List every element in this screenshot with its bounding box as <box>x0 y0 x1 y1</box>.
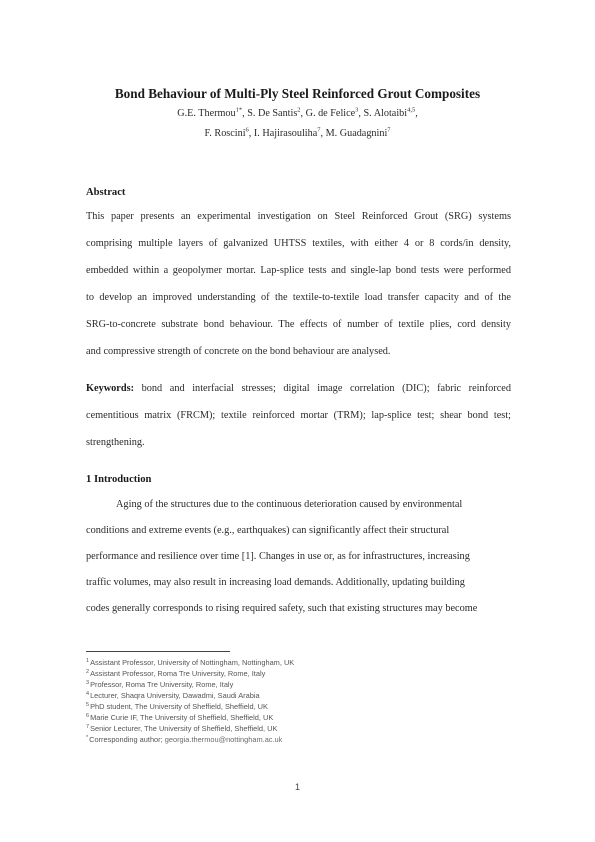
footnote-text: Senior Lecturer, The University of Sheffield, Sheffield, UK <box>90 724 278 733</box>
introduction-line: codes generally corresponds to rising required safety, such that existing structures may become <box>86 603 478 614</box>
author-name: G. de Felice <box>305 108 356 119</box>
footnote-mark: 2 <box>86 668 90 675</box>
abstract-line: This paper presents an experimental investigation on Steel Reinforced Grout (SRG) systems <box>86 211 511 222</box>
keywords-line: strengthening. <box>86 437 145 448</box>
footnote-mark: 5 <box>86 701 90 708</box>
author-name: S. Alotaibi <box>363 108 408 119</box>
author-name: F. Roscini <box>204 128 246 139</box>
footnote <box>86 724 277 733</box>
keywords-text: bond and interfacial stresses; digital image correlation (DIC); fabric reinforced <box>141 383 511 394</box>
footnote <box>86 713 273 722</box>
footnote <box>86 658 294 667</box>
introduction-line: Aging of the structures due to the continuous deterioration caused by environmental <box>116 499 463 510</box>
footnote-text: Assistant Professor, Roma Tre University, Rome, Italy <box>90 669 266 678</box>
abstract-line: embedded within a geopolymer mortar. Lap-splice tests and single-lap bond tests were performed <box>86 265 511 276</box>
footnote <box>86 735 282 744</box>
author-list-line-2: F. Roscini$^6$, I. Hajirasouliha$^7$, M. Guadagnini$^7$ <box>204 126 391 139</box>
footnote <box>86 669 265 678</box>
author-name: G.E. Thermou <box>177 108 236 119</box>
footnote-mark: 3 <box>86 679 90 686</box>
keywords-label: Keywords: <box>86 383 135 394</box>
footnote <box>86 680 233 689</box>
footnote-mark: 1 <box>86 657 90 664</box>
author-affiliation-mark: 6 <box>245 126 249 134</box>
abstract-line: and compressive strength of concrete on the bond behaviour are analysed. <box>86 346 391 357</box>
author-affiliation-mark: 4,5 <box>407 106 416 114</box>
abstract-line: comprising multiple layers of galvanized UHTSS textiles, with either 4 or 8 cords/in density, <box>86 238 511 249</box>
author-affiliation-mark: 7 <box>317 126 321 134</box>
introduction-heading: 1 Introduction <box>86 474 152 485</box>
footnote <box>86 702 268 711</box>
author-name: S. De Santis <box>247 108 298 119</box>
footnote-mark: 6 <box>86 712 90 719</box>
keywords-line: cementitious matrix (FRCM); textile reinforced mortar (TRM); lap-splice test; shear bond test; <box>86 410 511 421</box>
footnote-text: Professor, Roma Tre University, Rome, Italy <box>90 680 234 689</box>
footnote-text: Assistant Professor, University of Nottingham, Nottingham, UK <box>90 658 295 667</box>
author-name: I. Hajirasouliha <box>253 128 318 139</box>
author-affiliation-mark: 7 <box>387 126 391 134</box>
author-affiliation-mark: 3 <box>355 106 359 114</box>
abstract-heading: Abstract <box>86 187 126 198</box>
abstract-line: SRG-to-concrete substrate bond behaviour. The effects of number of textile plies, cord density <box>86 319 511 330</box>
page-number: 1 <box>294 782 300 792</box>
paper-title: Bond Behaviour of Multi-Ply Steel Reinforced Grout Composites <box>114 86 481 101</box>
author-list-line-1: G.E. Thermou$^{1*}$, S. De Santis$^2$, G. de Felice$^3$, S. Alotaibi$^{4,5}$, <box>177 106 418 119</box>
author-affiliation-mark: 2 <box>297 106 301 114</box>
footnote-divider <box>86 651 230 652</box>
footnote-text: Lecturer, Shaqra University, Dawadmi, Saudi Arabia <box>90 691 260 700</box>
footnote-mark: * <box>86 734 89 741</box>
introduction-line: conditions and extreme events (e.g., earthquakes) can significantly affect their structural <box>86 525 450 536</box>
abstract-line: to develop an improved understanding of the textile-to-textile load transfer capacity and of the <box>86 292 511 303</box>
footnote-text: Corresponding author; <box>89 735 165 744</box>
introduction-line: traffic volumes, may also result in increasing load demands. Additionally, updating building <box>86 577 465 588</box>
footnote-mark: 7 <box>86 723 90 730</box>
corresponding-email-link[interactable]: georgia.thermou@nottingham.ac.uk <box>164 735 283 744</box>
introduction-line: performance and resilience over time [1]. Changes in use or, as for infrastructures, increasing <box>86 551 470 562</box>
author-affiliation-mark: 1* <box>235 106 243 114</box>
footnote-mark: 4 <box>86 690 90 697</box>
footnote-text: Marie Curie IF, The University of Sheffield, Sheffield, UK <box>90 713 274 722</box>
footnote <box>86 691 260 700</box>
keywords-line <box>86 383 511 395</box>
author-name: M. Guadagnini <box>325 128 388 139</box>
footnote-text: PhD student, The University of Sheffield, Sheffield, UK <box>90 702 268 711</box>
